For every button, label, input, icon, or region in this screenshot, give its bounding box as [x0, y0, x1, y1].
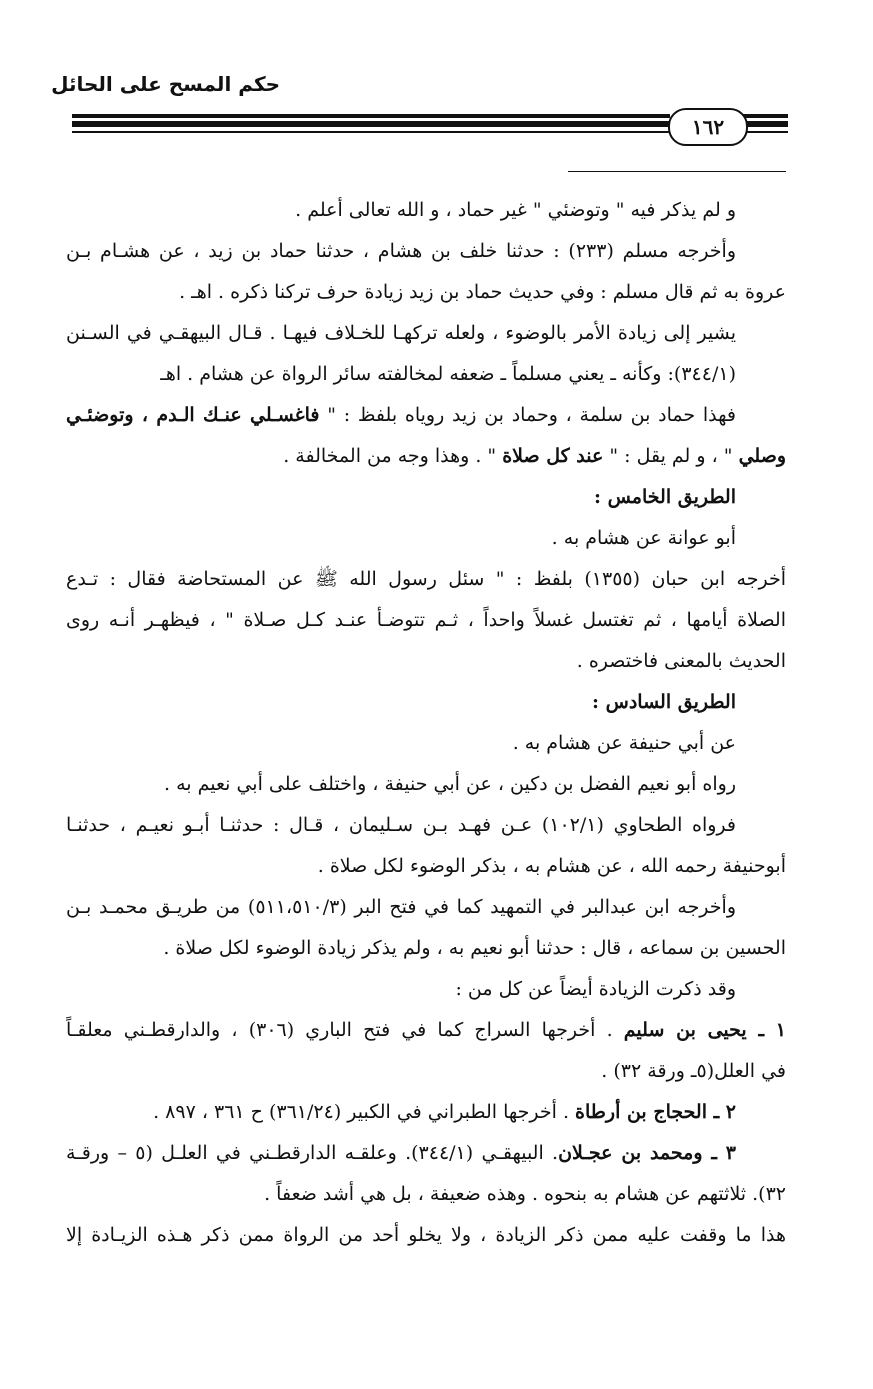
text-line	[66, 231, 786, 272]
text-line	[66, 518, 786, 559]
body-text	[66, 190, 786, 1256]
text-line	[66, 190, 786, 231]
header-rule-right-thick	[742, 114, 788, 118]
text-line	[66, 887, 786, 928]
quoted-phrase-bold: عند كل صلاة	[502, 445, 604, 467]
line-text: . أخرجها الطبراني في الكبير (٣٦١/٢٤) ح ٣٦١ ، ٨٩٧ .	[153, 1101, 576, 1123]
line-text: أخرجه ابن حبان (١٣٥٥) بلفظ : " سئل رسول الله ﷺ عن المستحاضة فقال : تـدع	[66, 568, 786, 590]
line-text: هذا ما وقفت عليه ممن ذكر الزيادة ، ولا يخلو أحد من الرواة ممن ذكر هـذه الزيـادة إلا	[66, 1224, 786, 1246]
text-line	[66, 272, 786, 313]
text-line	[66, 436, 786, 477]
quoted-hadith-bold: فاغسـلي عنـك الـدم ، وتوضئـي	[66, 404, 320, 426]
list-item-3	[66, 1133, 786, 1174]
line-text: و لم يذكر فيه " وتوضئي " غير حماد ، و الله تعالى أعلم .	[295, 199, 736, 221]
text-line	[66, 600, 786, 641]
header-rule-thin	[72, 131, 670, 133]
line-text: الحسين بن سماعه ، قال : حدثنا أبو نعيم به ، ولم يذكر زيادة الوضوء لكل صلاة .	[163, 937, 786, 959]
text-line	[66, 805, 786, 846]
text-line	[66, 1174, 786, 1215]
heading-text: الطريق الخامس :	[593, 486, 736, 508]
list-item-1	[66, 1010, 786, 1051]
top-separator-line	[568, 171, 786, 172]
quoted-hadith-bold: وصلي	[738, 445, 786, 467]
line-text: وأخرجه ابن عبدالبر في التمهيد كما في فتح البر (٥١١،٥١٠/٣) من طريـق محمـد بـن	[66, 896, 736, 918]
running-title: حكم المسح على الحائل	[51, 72, 280, 96]
text-line	[66, 313, 786, 354]
line-text: فهذا حماد بن سلمة ، وحماد بن زيد روياه بلفظ : "	[319, 404, 736, 426]
line-text: " ، و لم يقل : "	[603, 445, 739, 467]
text-line	[66, 846, 786, 887]
line-text: (٣٤٤/١): وكأنه ـ يعني مسلماً ـ ضعفه لمخالفته سائر الرواة عن هشام . اهـ	[160, 363, 736, 385]
text-line	[66, 764, 786, 805]
text-line	[66, 1215, 786, 1256]
line-text: عروة به ثم قال مسلم : وفي حديث حماد بن زيد زيادة حرف تركنا ذكره . اهـ .	[179, 281, 786, 303]
section-heading-fifth-route	[66, 477, 786, 518]
line-text: أبو عوانة عن هشام به .	[551, 527, 736, 549]
line-text: وقد ذكرت الزيادة أيضاً عن كل من :	[455, 978, 736, 1000]
text-line	[66, 1051, 786, 1092]
section-heading-sixth-route	[66, 682, 786, 723]
header-rule-thick	[72, 114, 670, 118]
page-number: ١٦٢	[668, 108, 748, 146]
narrator-name-bold: ١ ـ يحيى بن سليم	[623, 1019, 786, 1041]
text-line	[66, 354, 786, 395]
line-text: أبوحنيفة رحمه الله ، عن هشام به ، بذكر الوضوء لكل صلاة .	[317, 855, 786, 877]
line-text: يشير إلى زيادة الأمر بالوضوء ، ولعله تركهـا للخـلاف فيهـا . قـال البيهقـي في السـنن	[66, 322, 736, 344]
text-line	[66, 641, 786, 682]
text-line	[66, 723, 786, 764]
header-rule-right-thin	[742, 131, 788, 133]
line-text: . أخرجها السراج كما في فتح الباري (٣٠٦) ، والدارقطـني معلقـاً	[66, 1019, 624, 1041]
line-text: وأخرجه مسلم (٢٣٣) : حدثنا خلف بن هشام ، حدثنا حماد بن زيد ، عن هشـام بـن	[66, 240, 736, 262]
text-line	[66, 969, 786, 1010]
header-rule-heavy	[72, 121, 670, 127]
line-text: رواه أبو نعيم الفضل بن دكين ، عن أبي حنيفة ، واختلف على أبي نعيم به .	[163, 773, 736, 795]
line-text: . البيهقـي (٣٤٤/١). وعلقـه الدارقطـني في العلـل (٥ – ورقـة	[66, 1142, 559, 1164]
header-rule-right-heavy	[742, 121, 788, 127]
text-line	[66, 559, 786, 600]
heading-text: الطريق السادس :	[592, 691, 736, 713]
line-text: " . وهذا وجه من المخالفة .	[283, 445, 503, 467]
text-line	[66, 395, 786, 436]
narrator-name-bold: ٣ ـ ومحمد بن عجـلان	[558, 1142, 737, 1164]
line-text: فرواه الطحاوي (١٠٢/١) عـن فهـد بـن سـليمان ، قـال : حدثنـا أبـو نعيـم ، حدثنـا	[66, 814, 736, 836]
list-item-2	[66, 1092, 786, 1133]
line-text: الصلاة أيامها ، ثم تغتسل غسلاً واحداً ، ثـم تتوضـأ عنـد كـل صـلاة " ، فيظهـر أنـه روى	[66, 609, 786, 631]
line-text: عن أبي حنيفة عن هشام به .	[512, 732, 736, 754]
line-text: الحديث بالمعنى فاختصره .	[576, 650, 786, 672]
text-line	[66, 928, 786, 969]
line-text: في العلل(٥ـ ورقة ٣٢) .	[601, 1060, 786, 1082]
narrator-name-bold: ٢ ـ الحجاج بن أرطاة	[575, 1101, 736, 1123]
line-text: ٣٢). ثلاثتهم عن هشام به بنحوه . وهذه ضعيفة ، بل هي أشد ضعفاً .	[264, 1183, 786, 1205]
